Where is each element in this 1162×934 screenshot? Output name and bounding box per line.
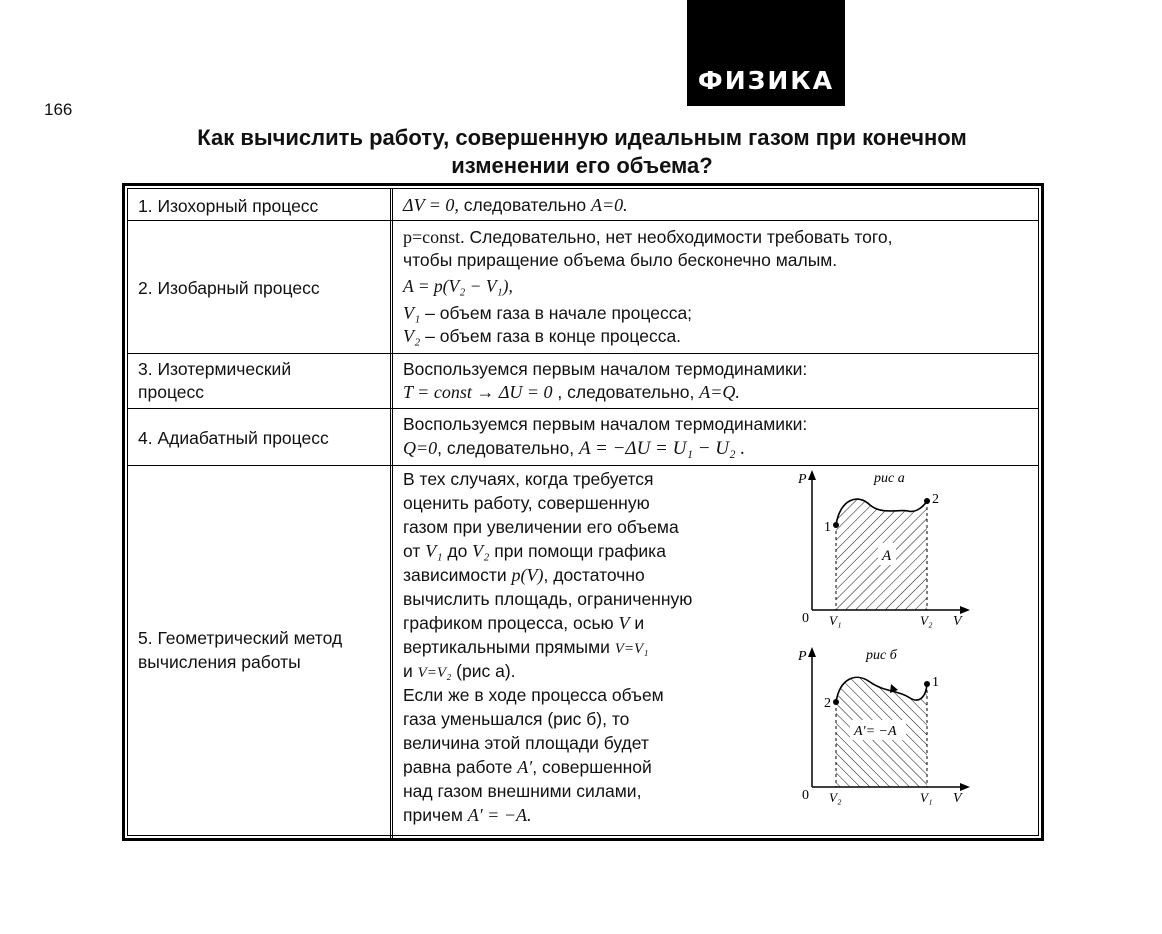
page-title: [120, 124, 1044, 180]
svg-text:1: 1: [932, 675, 939, 690]
row-content: Воспользуемся первым началом термодинамики: T = const → ΔU = 0 , следовательно, A=Q.: [403, 359, 808, 402]
table-row-adiabatic: [128, 409, 1038, 466]
svg-text:V: V: [953, 791, 962, 806]
title-line-1: Как вычислить работу, совершенную идеальным газом при конечном: [197, 125, 967, 150]
row-label: 4. Адиабатный процесс: [138, 428, 329, 448]
svg-text:0: 0: [802, 611, 809, 626]
subject-badge: [687, 0, 845, 106]
title-line-2: изменении его объема?: [451, 153, 713, 178]
svg-text:2: 2: [932, 492, 939, 507]
graph-b: [798, 646, 978, 821]
graph-a-area-label: A: [882, 548, 892, 564]
subject-label: ФИЗИКА: [697, 66, 835, 95]
table-row-isochoric: [128, 189, 1038, 221]
graph-a: [798, 469, 978, 644]
row-content: В тех случаях, когда требуется оценить работу, совершенную газом при увеличении его объема от V₁ до V₂ при помощи графика зависимости p(V), достаточно вычислить площадь, ограниченную графиком процесса, осью V и вертикальными прямыми V=V₁ и V=V₂ (рис а). Если же в ходе процесса объем газа уменьшался (рис б), то величина этой площади будет равна работе A′, совершенной над газом внешними силами, причем A′ = −A. A рис а P V 0 V₁ V₂ 1 2 A′= −A рис б P V 0 V₂ V₁ 2 1: [393, 466, 1038, 838]
row-label: 3. Изотермический процесс: [128, 354, 393, 408]
svg-text:V₁: V₁: [829, 613, 842, 628]
table-row-geometric: [128, 466, 1038, 838]
row-label: 5. Геометрический метод вычисления работы: [128, 466, 393, 838]
table-row-isothermal: [128, 354, 1038, 409]
row-label: 1. Изохорный процесс: [138, 196, 319, 216]
table-row-isobaric: [128, 221, 1038, 354]
svg-text:0: 0: [802, 788, 809, 803]
row-content: p=const. Следовательно, нет необходимости требовать того, чтобы приращение объема было бесконечно малым. A = p(V₂ − V₁), V₁ – объем газа в начале процесса; V₂ – объем газа в конце процесса.: [393, 221, 1038, 353]
formula: A = p(V₂ − V₁),: [403, 276, 513, 296]
svg-text:2: 2: [824, 696, 831, 711]
svg-text:V₁: V₁: [920, 790, 933, 805]
row-content: ΔV = 0, следовательно A=0.: [403, 195, 628, 215]
graph-b-area-label: A′= −A: [854, 724, 897, 739]
svg-text:V₂: V₂: [920, 613, 933, 628]
row-content: Воспользуемся первым началом термодинамики: Q=0, следовательно, A = −ΔU = U₁ − U₂ .: [403, 414, 808, 459]
row-label: 2. Изобарный процесс: [138, 278, 320, 298]
svg-text:V₂: V₂: [829, 790, 842, 805]
svg-text:P: P: [798, 472, 807, 487]
svg-text:V: V: [953, 614, 962, 629]
graph-b-caption: рис б: [866, 648, 897, 663]
graph-a-caption: рис а: [874, 471, 905, 486]
process-table: [122, 183, 1044, 841]
svg-text:P: P: [798, 649, 807, 664]
page-number: 166: [44, 100, 73, 119]
svg-text:1: 1: [824, 520, 831, 535]
